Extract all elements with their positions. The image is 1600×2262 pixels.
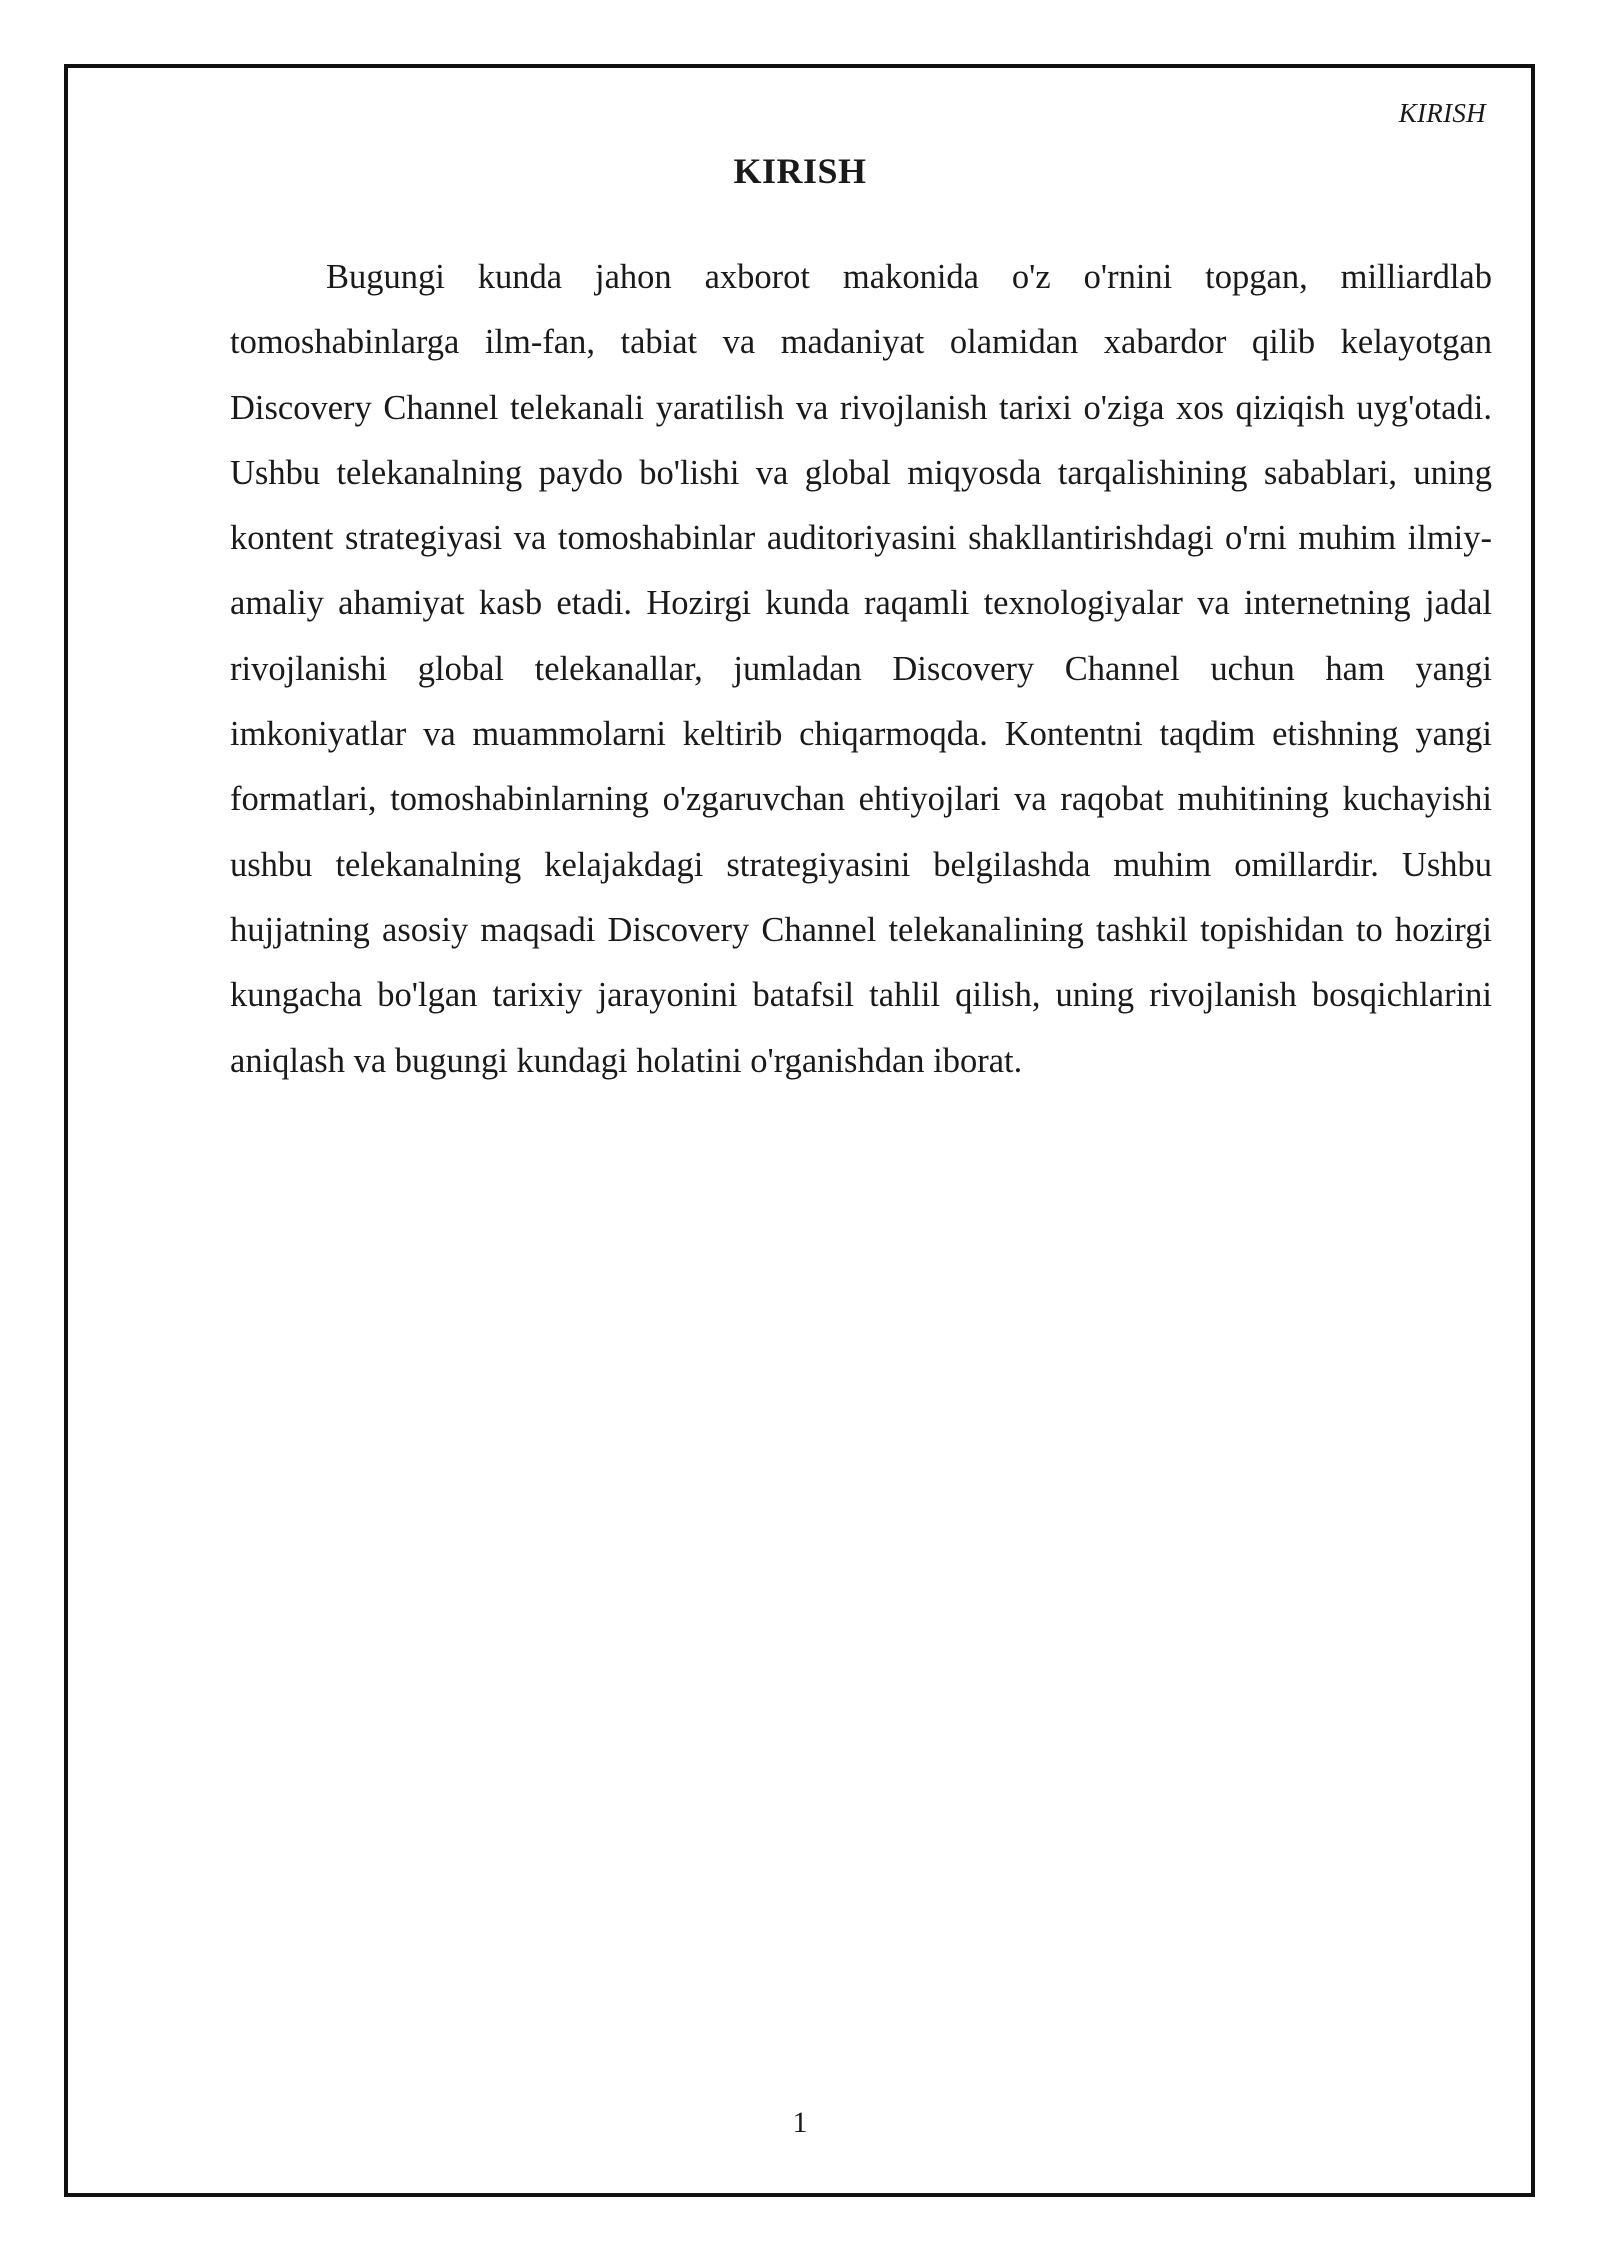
running-header: KIRISH [1398,98,1486,128]
page-number: 1 [792,2106,808,2139]
body-paragraph: Bugungi kunda jahon axborot makonida o'z o'rnini topgan, milliardlab tomoshabinlarga ilm-fan, tabiat va madaniyat olamidan xabardor qilib kelayotgan Discovery Channel telekanali yaratilish va rivojlanish tarixi o'ziga xos qiziqish uyg'otadi. Ushbu telekanalning paydo bo'lishi va global miqyosda tarqalishining sabablari, uning kontent strategiyasi va tomoshabinlar auditoriyasini shakllantirishdagi o'rni muhim ilmiy-amaliy ahamiyat kasb etadi. Hozirgi kunda raqamli texnologiyalar va internetning jadal rivojlanishi global telekanallar, jumladan Discovery Channel uchun ham yangi imkoniyatlar va muammolarni keltirib chiqarmoqda. Kontentni taqdim etishning yangi formatlari, tomoshabinlarning o'zgaruvchan ehtiyojlari va raqobat muhitining kuchayishi ushbu telekanalning kelajakdagi strategiyasini belgilashda muhim omillardir. Ushbu hujjatning asosiy maqsadi Discovery Channel telekanalining tashkil topishidan to hozirgi kungacha bo'lgan tarixiy jarayonini batafsil tahlil qilish, uning rivojlanish bosqichlarini aniqlash va bugungi kundagi holatini o'rganishdan iborat. [230,258,1492,1080]
page-title: KIRISH [733,151,867,191]
